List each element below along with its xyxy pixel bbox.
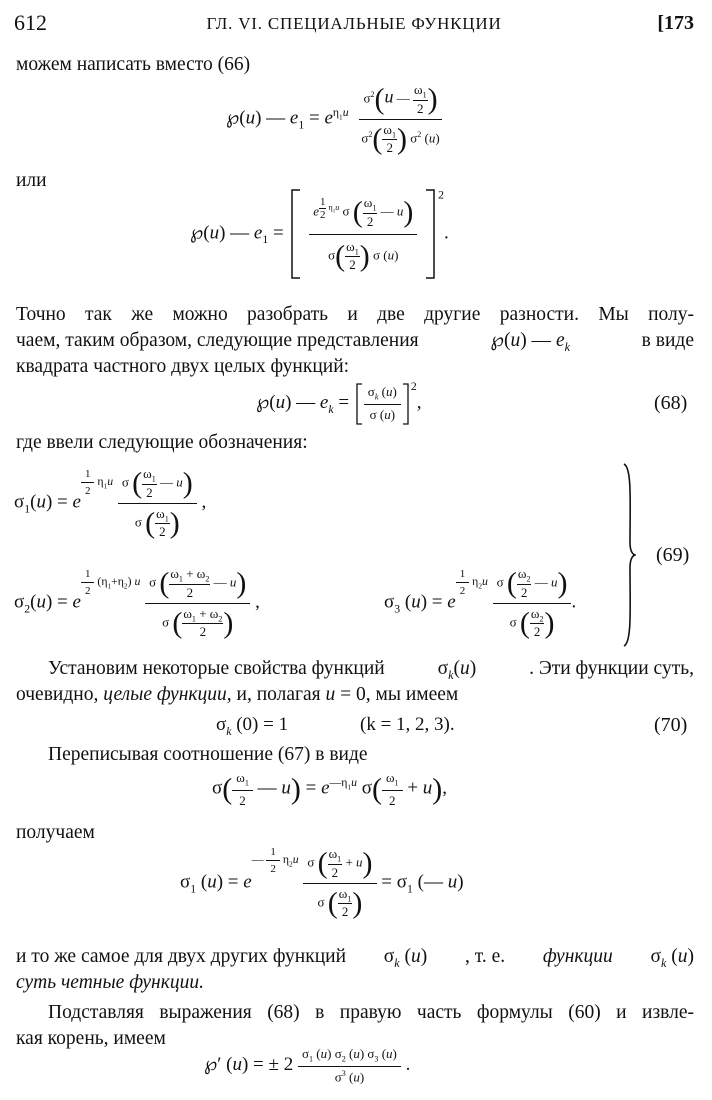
inline-math: u = 0, — [325, 684, 371, 705]
formula-70-condition: (k = 1, 2, 3). — [360, 714, 455, 735]
page-number: 612 — [14, 10, 47, 35]
word-we-get: получаем — [16, 822, 95, 843]
paragraph-intro: можем написать вместо (66) — [16, 54, 251, 75]
inline-math: $\sigma_k$ (u) — [383, 946, 428, 970]
formula-wp-prime: ℘′ (u) = ± 2 $\frac{\sigma_1 (u) \sigma_2 (u) \sigma_3 (u)}{\sigma^3 (u)}$ . — [204, 1046, 411, 1084]
paragraph-line: кая корень, имеем — [16, 1028, 166, 1049]
equation-number-70: (70) — [654, 714, 688, 736]
emphasis: целые функции, — [103, 684, 232, 705]
equation-number-69: (69) — [656, 544, 690, 566]
right-bracket — [422, 188, 438, 280]
text-span: мы имеем — [375, 684, 459, 705]
left-bracket — [354, 382, 364, 426]
paragraph-rewrite: Переписывая соотношение (67) в виде — [48, 744, 368, 765]
text-span: и то же самое для двух других функций — [16, 946, 347, 967]
left-bracket — [288, 188, 304, 280]
text-span: . Эти функции суть, — [529, 658, 694, 679]
text-span: очевидно, — [16, 684, 99, 705]
paragraph-line: квадрата частного двух целых функций: — [16, 356, 350, 377]
right-brace — [622, 462, 636, 648]
inline-math: $\sigma_k(u)$ — [437, 658, 477, 682]
formula-sigma3: $\sigma_3$ (u) = e $^{\frac{1}{2} \eta_2u}$ σ ( $\frac{\omega_2}{2}$ — u) σ ( $\frac{\omega_2}{2}$ ) . — [384, 566, 577, 640]
formula-sigma2: $\sigma_2(u) = e$ $^{\frac{1}{2} (\eta_1+\eta_2) u}$ σ ( $\frac{\omega_1 + \omega_2}{2}$ — u) σ ( $\frac{\omega_1 + \omega_2}{2}$ ) , — [14, 566, 260, 640]
formula-67-rewritten: σ( $\frac{\omega_1}{2}$ — $u) = e^{—\eta_1u}$ σ( $\frac{\omega_1}{2}$ + u), — [212, 770, 448, 808]
section-number: [173 — [657, 12, 694, 34]
text-span: в виде — [641, 330, 694, 351]
running-header — [14, 10, 694, 40]
formula-70: $\sigma_k$ (0) = 1 — [216, 714, 289, 738]
word-or: или — [16, 170, 47, 191]
paragraph-line: Подставляя выражения (68) в правую часть формулы (60) и извле- — [48, 1002, 694, 1023]
paragraph-line — [16, 682, 458, 708]
formula-sigma1: $\sigma_1(u) = e$ $^{\frac{1}{2} \eta_1u}$ σ ( $\frac{\omega_1}{2}$ — u) σ ( $\frac{\omega_1}{2}$ ) , — [14, 466, 207, 540]
right-bracket — [401, 382, 411, 426]
paragraph-definitions: где ввели следующие обозначения: — [16, 432, 308, 453]
emphasis: функции — [542, 946, 613, 967]
emphasis: суть четные функции. — [16, 972, 204, 993]
inline-math: ℘(u) — $e_k$ — [490, 330, 570, 354]
equation-number-68: (68) — [654, 392, 688, 414]
formula-wp-minus-e1-a: ℘(u) — $e_1 = e^{\eta_1u}$ $\sigma^2(u$ — $\frac{\omega_1}{2}$ ) $\sigma^2$( $\frac{\omega_1}{2}$ ) $\sigma^2$ (u) — [226, 82, 440, 156]
formula-sigma1-even: $\sigma_1$ $(u) = e^{— \frac{1}{2} \eta_2u}$ σ ( $\frac{\omega_1}{2}$ + u) σ ( $\frac{\omega_1}{2}$ ) = $\sigma_1$ (— u) — [180, 846, 464, 920]
text-span: , т. е. — [465, 946, 506, 967]
paragraph-line — [16, 970, 204, 996]
inline-math: $\sigma_k$ (u) — [650, 946, 694, 970]
chapter-title: ГЛ. VI. СПЕЦИАЛЬНЫЕ ФУНКЦИИ — [206, 14, 502, 33]
text-span: и, полагая — [236, 684, 321, 705]
text-span: чаем, таким образом, следующие представления — [16, 330, 419, 351]
formula-wp-minus-e1-b: ℘(u) — $e_1$ = e $^{\frac{1}{2} \eta_1u}$ σ ( $\frac{\omega_1}{2}$ — u) σ( $\frac{\omega_1}{2}$ ) σ (u) $^2$. — [190, 188, 449, 280]
text-span: Установим некоторые свойства функций — [48, 658, 385, 679]
formula-68: ℘(u) — $e_k$ = $\frac{\sigma_k (u)}{\sigma (u)}$ $^2$, — [256, 380, 421, 426]
paragraph-line: Точно так же можно разобрать и две другие разности. Мы полу- — [16, 304, 694, 325]
